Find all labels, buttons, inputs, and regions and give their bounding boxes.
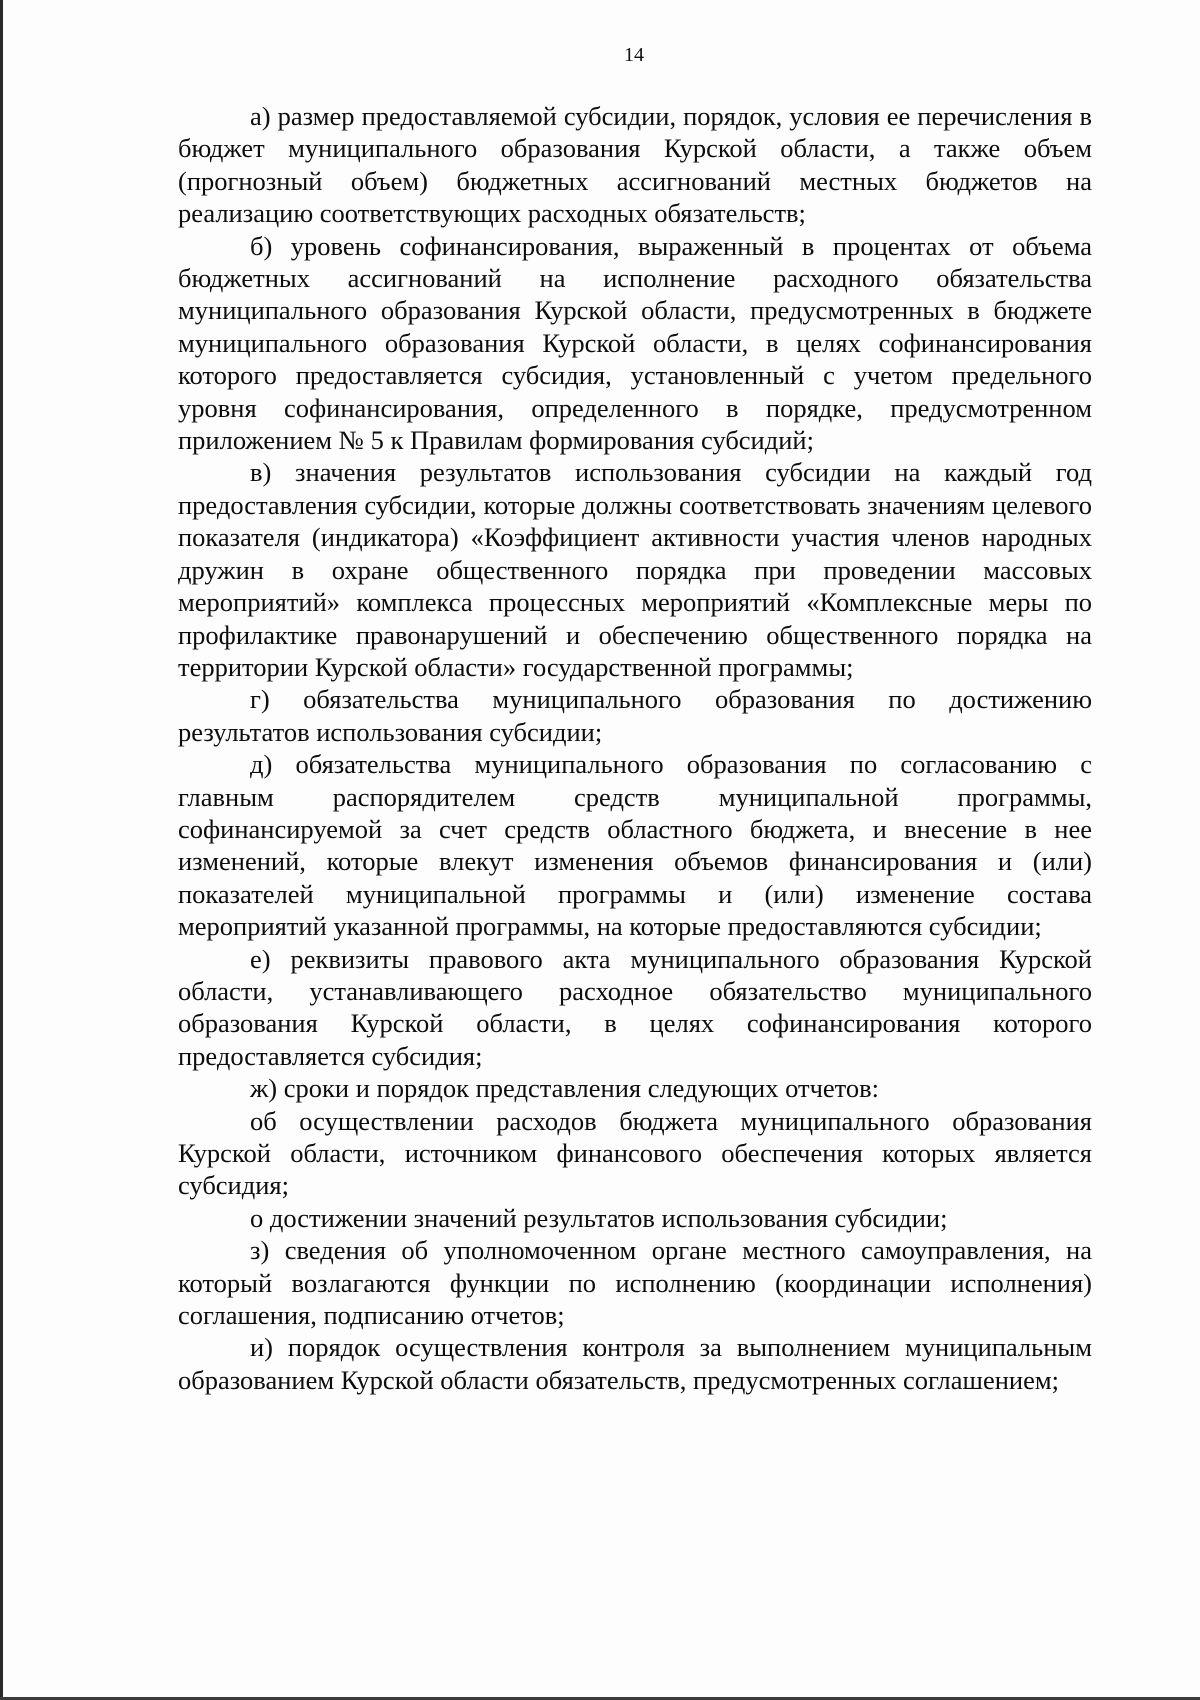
paragraph-d: д) обязательства муниципального образования по согласованию с главным распорядителем средств муниципальной программы, софинансируемой за счет средств областного бюджета, и внесение в нее изменений, которые влекут изменения объемов финансирования и (или) показателей муниципальной программы и (или) изменение состава мероприятий указанной программы, на которые предоставляются субсидии;	[178, 749, 1092, 942]
paragraph-v: в) значения результатов использования субсидии на каждый год предоставления субсидии, которые должны соответствовать значениям целевого показателя (индикатора) «Коэффициент активности участия членов народных дружин в охране общественного порядка при проведении массовых мероприятий» комплекса процессных мероприятий «Комплексные меры по профилактике правонарушений и обеспечению общественного порядка на территории Курской области» государственной программы;	[178, 457, 1092, 682]
paragraph-i: и) порядок осуществления контроля за выполнением муниципальным образованием Курской области обязательств, предусмотренных соглашением;	[178, 1332, 1092, 1395]
paragraph-zh-report-results: о достижении значений результатов использования субсидии;	[250, 1202, 948, 1233]
paragraph-zh: ж) сроки и порядок представления следующих отчетов:	[250, 1073, 880, 1104]
scan-edge-left	[0, 0, 3, 1700]
paragraph-z: з) сведения об уполномоченном органе местного самоуправления, на который возлагаются функции по исполнению (координации исполнения) соглашения, подписанию отчетов;	[178, 1235, 1092, 1331]
paragraph-g: г) обязательства муниципального образования по достижению результатов использования субсидии;	[178, 684, 1092, 747]
page-number: 14	[624, 44, 644, 66]
paragraph-a: а) размер предоставляемой субсидии, порядок, условия ее перечисления в бюджет муниципального образования Курской области, а также объем (прогнозный объем) бюджетных ассигнований местных бюджетов на реализацию соответствующих расходных обязательств;	[178, 101, 1092, 229]
paragraph-b: б) уровень софинансирования, выраженный в процентах от объема бюджетных ассигнований на исполнение расходного обязательства муниципального образования Курской области, предусмотренных в бюджете муниципального образования Курской области, в целях софинансирования которого предоставляется субсидия, установленный с учетом предельного уровня софинансирования, определенного в порядке, предусмотренном приложением № 5 к Правилам формирования субсидий;	[178, 230, 1092, 456]
paragraph-e: е) реквизиты правового акта муниципального образования Курской области, устанавливающего расходное обязательство муниципального образования Курской области, в целях софинансирования которого предоставляется субсидия;	[178, 943, 1092, 1071]
paragraph-zh-report-expenses: об осуществлении расходов бюджета муниципального образования Курской области, источником финансового обеспечения которых является субсидия;	[178, 1105, 1092, 1201]
document-body	[178, 100, 1092, 1396]
